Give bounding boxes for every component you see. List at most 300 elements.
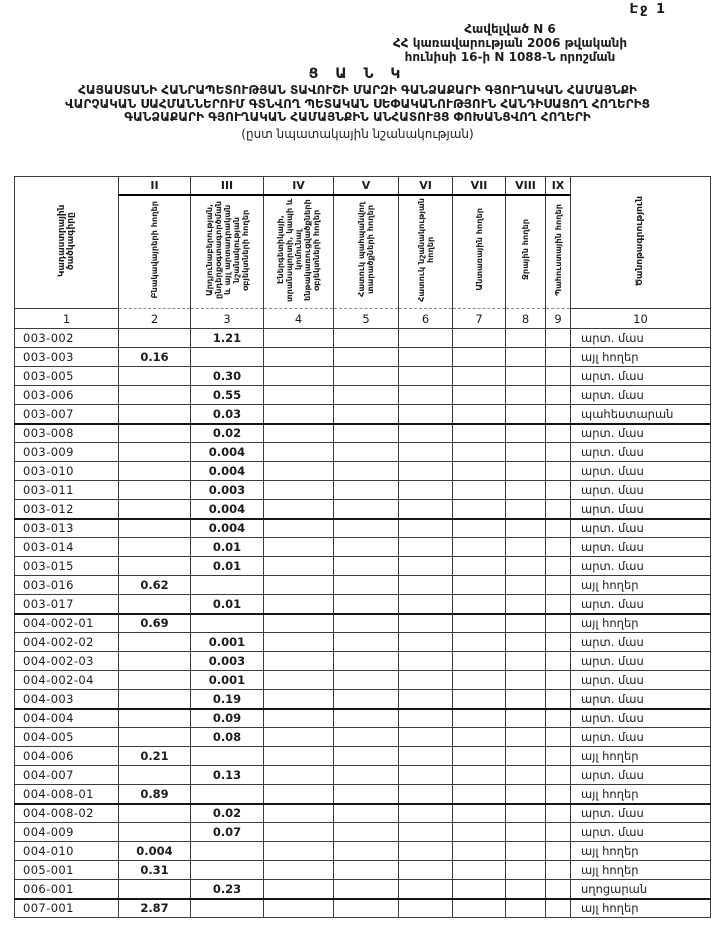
cell-area-value — [119, 424, 191, 443]
column-header-label: Բնակավայրերի հողեր — [149, 200, 159, 299]
cell-area-value — [334, 766, 399, 785]
cell-area-value — [264, 329, 334, 348]
cell-area-value — [546, 652, 571, 671]
cell-area-value: 0.89 — [119, 785, 191, 804]
cell-area-value — [506, 557, 546, 576]
column-header-label: Կադաստրային ծածկագիրը — [56, 204, 76, 278]
cell-area-value — [264, 519, 334, 538]
cell-area-value — [453, 842, 506, 861]
cell-area-value — [506, 538, 546, 557]
cell-area-value — [264, 671, 334, 690]
cell-area-value: 0.004 — [191, 519, 264, 538]
cell-area-value — [399, 861, 453, 880]
column-header-label: Հատուկ պահպանվող տարածքների հողեր — [356, 202, 375, 298]
cell-note: արտ. մաս — [571, 823, 711, 842]
cell-area-value — [334, 443, 399, 462]
roman-numeral: IX — [546, 177, 571, 195]
column-header-label: Անտառային հողեր — [473, 208, 484, 292]
cell-area-value — [546, 804, 571, 823]
cell-area-value — [334, 804, 399, 823]
column-number: 7 — [453, 309, 506, 329]
cell-area-value: 0.55 — [191, 386, 264, 405]
cell-area-value — [119, 519, 191, 538]
cell-area-value — [399, 576, 453, 595]
cell-cadastral-code: 003-007 — [15, 405, 119, 424]
table-row — [15, 329, 711, 348]
cell-cadastral-code: 004-005 — [15, 728, 119, 747]
cell-area-value — [264, 386, 334, 405]
cell-area-value: 0.30 — [191, 367, 264, 386]
cell-area-value — [334, 405, 399, 424]
cell-area-value — [334, 709, 399, 728]
cell-area-value — [191, 861, 264, 880]
cell-area-value — [399, 747, 453, 766]
table-row — [15, 671, 711, 690]
table-row — [15, 576, 711, 595]
cell-area-value — [453, 652, 506, 671]
cell-area-value: 0.62 — [119, 576, 191, 595]
column-header-settlement-lands — [119, 195, 191, 309]
cell-area-value — [546, 690, 571, 709]
cell-area-value: 2.87 — [119, 899, 191, 918]
cell-area-value — [453, 880, 506, 899]
table-row — [15, 386, 711, 405]
cell-cadastral-code: 004-010 — [15, 842, 119, 861]
cell-cadastral-code: 004-008-02 — [15, 804, 119, 823]
cell-area-value: 0.004 — [191, 462, 264, 481]
cell-area-value — [264, 595, 334, 614]
cell-note: արտ. մաս — [571, 424, 711, 443]
table-row — [15, 500, 711, 519]
roman-numeral: V — [334, 177, 399, 195]
cell-area-value: 0.08 — [191, 728, 264, 747]
cell-area-value — [119, 690, 191, 709]
cell-area-value: 0.13 — [191, 766, 264, 785]
cell-area-value — [264, 804, 334, 823]
cell-area-value — [399, 595, 453, 614]
cell-area-value — [453, 823, 506, 842]
cell-note: արտ. մաս — [571, 443, 711, 462]
cell-area-value — [119, 804, 191, 823]
cell-note: արտ. մաս — [571, 766, 711, 785]
cell-area-value — [264, 576, 334, 595]
cell-note: այլ հողեր — [571, 861, 711, 880]
cell-area-value — [334, 880, 399, 899]
cell-area-value — [506, 823, 546, 842]
cell-area-value — [119, 462, 191, 481]
cell-area-value: 0.21 — [119, 747, 191, 766]
cell-area-value — [119, 671, 191, 690]
cell-note: արտ. մաս — [571, 728, 711, 747]
cell-area-value — [264, 785, 334, 804]
cell-area-value — [453, 785, 506, 804]
cell-area-value — [119, 709, 191, 728]
cell-area-value — [334, 899, 399, 918]
cell-note: արտ. մաս — [571, 690, 711, 709]
cell-area-value — [506, 728, 546, 747]
cell-area-value — [453, 690, 506, 709]
cell-area-value: 0.01 — [191, 557, 264, 576]
column-header-industrial-lands — [191, 195, 264, 309]
table-row — [15, 481, 711, 500]
cell-note: արտ. մաս — [571, 671, 711, 690]
cell-note: այլ հողեր — [571, 747, 711, 766]
table-row — [15, 861, 711, 880]
cell-area-value — [264, 424, 334, 443]
cell-area-value: 0.004 — [119, 842, 191, 861]
appendix-line: ՀՀ կառավարության 2006 թվականի — [392, 36, 628, 50]
cell-area-value — [264, 880, 334, 899]
cell-area-value: 0.07 — [191, 823, 264, 842]
cell-note: պահեստարան — [571, 405, 711, 424]
cell-area-value — [506, 481, 546, 500]
cell-area-value — [119, 367, 191, 386]
cell-area-value — [334, 424, 399, 443]
cell-area-value — [399, 519, 453, 538]
roman-numeral: III — [191, 177, 264, 195]
column-header-special-purpose-lands — [399, 195, 453, 309]
table-row — [15, 690, 711, 709]
cell-area-value — [334, 747, 399, 766]
cell-area-value — [334, 728, 399, 747]
cell-area-value — [119, 538, 191, 557]
cell-area-value — [119, 766, 191, 785]
cell-area-value — [546, 614, 571, 633]
cell-area-value — [191, 614, 264, 633]
cell-area-value — [399, 557, 453, 576]
cell-note: այլ հողեր — [571, 576, 711, 595]
cell-note: այլ հողեր — [571, 348, 711, 367]
table-row — [15, 747, 711, 766]
cell-area-value — [399, 424, 453, 443]
cell-area-value — [453, 576, 506, 595]
cell-area-value: 0.31 — [119, 861, 191, 880]
cell-cadastral-code: 003-015 — [15, 557, 119, 576]
cell-note: արտ. մաս — [571, 633, 711, 652]
cell-cadastral-code: 003-003 — [15, 348, 119, 367]
cell-area-value — [119, 405, 191, 424]
cell-area-value — [546, 595, 571, 614]
cell-cadastral-code: 004-002-02 — [15, 633, 119, 652]
cell-area-value — [119, 386, 191, 405]
column-header-label: Ծանոթագրություն — [635, 195, 645, 287]
cell-area-value: 0.004 — [191, 443, 264, 462]
cell-area-value — [546, 405, 571, 424]
cell-area-value — [264, 348, 334, 367]
table-row — [15, 405, 711, 424]
cell-area-value — [453, 500, 506, 519]
cell-area-value — [453, 424, 506, 443]
cell-note: արտ. մաս — [571, 519, 711, 538]
column-header-protected-lands — [334, 195, 399, 309]
cell-area-value — [506, 348, 546, 367]
cell-area-value — [453, 443, 506, 462]
appendix-reference-block — [320, 22, 700, 64]
cell-area-value — [506, 424, 546, 443]
cell-cadastral-code: 003-013 — [15, 519, 119, 538]
cell-area-value — [453, 348, 506, 367]
cell-note: արտ. մաս — [571, 386, 711, 405]
column-header-note — [571, 177, 711, 309]
column-header-label: Էներգետիկայի, տրանսպորտի, կապի և կոմունալ ենթակառուցվածքների օբյեկտների հողեր — [275, 197, 321, 302]
cell-cadastral-code: 004-004 — [15, 709, 119, 728]
cell-note: արտ. մաս — [571, 367, 711, 386]
cell-area-value — [546, 842, 571, 861]
cell-area-value: 0.23 — [191, 880, 264, 899]
cell-cadastral-code: 003-012 — [15, 500, 119, 519]
cell-cadastral-code: 004-002-04 — [15, 671, 119, 690]
cell-area-value — [264, 557, 334, 576]
cell-area-value — [119, 652, 191, 671]
cell-area-value — [119, 633, 191, 652]
cell-area-value — [453, 766, 506, 785]
column-header-label: Արդյունաբերության, ընդերքօգտագործման և այլ արտադրական նշանակության օբյեկտների հողեր — [203, 200, 250, 299]
cell-area-value: 0.01 — [191, 595, 264, 614]
cell-area-value — [334, 595, 399, 614]
cell-area-value — [453, 861, 506, 880]
cell-note: արտ. մաս — [571, 500, 711, 519]
cell-cadastral-code: 004-008-01 — [15, 785, 119, 804]
cell-area-value — [453, 462, 506, 481]
cell-area-value — [334, 462, 399, 481]
column-header-infrastructure-lands — [264, 195, 334, 309]
cell-area-value — [506, 500, 546, 519]
cell-cadastral-code: 003-011 — [15, 481, 119, 500]
cell-area-value — [264, 405, 334, 424]
cell-area-value — [546, 443, 571, 462]
cell-area-value — [334, 576, 399, 595]
column-number: 10 — [571, 309, 711, 329]
cell-area-value — [453, 519, 506, 538]
cell-cadastral-code: 003-014 — [15, 538, 119, 557]
cell-area-value — [399, 785, 453, 804]
title-line: ԳԱՆՁԱՔԱՐԻ ԳՅՈՒՂԱԿԱՆ ՀԱՄԱՅՆՔԻՆ ԱՆՀԱՏՈՒՅՑ ՓՈԽԱՆՑՎՈՂ ՀՈՂԵՐԻ — [124, 110, 591, 124]
cell-area-value: 0.01 — [191, 538, 264, 557]
cell-area-value — [546, 823, 571, 842]
cell-note: արտ. մաս — [571, 481, 711, 500]
column-number-row — [15, 309, 711, 329]
table-row — [15, 595, 711, 614]
cell-area-value — [506, 519, 546, 538]
cell-area-value — [334, 652, 399, 671]
cell-area-value — [264, 481, 334, 500]
cell-area-value — [264, 709, 334, 728]
cell-area-value — [264, 367, 334, 386]
cell-area-value — [191, 576, 264, 595]
column-header-label: Ջրային հողեր — [520, 219, 530, 281]
cell-area-value — [399, 899, 453, 918]
cell-area-value — [506, 329, 546, 348]
cell-area-value — [453, 386, 506, 405]
cell-area-value — [399, 405, 453, 424]
cell-area-value — [546, 880, 571, 899]
cell-area-value: 0.004 — [191, 500, 264, 519]
cell-area-value — [119, 481, 191, 500]
cell-note: արտ. մաս — [571, 329, 711, 348]
roman-numeral: IV — [264, 177, 334, 195]
cell-area-value — [453, 747, 506, 766]
cell-note: այլ հողեր — [571, 899, 711, 918]
cell-area-value — [453, 405, 506, 424]
cell-area-value — [191, 348, 264, 367]
cell-area-value — [546, 633, 571, 652]
cell-area-value — [334, 842, 399, 861]
cell-area-value — [399, 348, 453, 367]
cell-area-value — [453, 709, 506, 728]
cell-area-value — [191, 899, 264, 918]
column-header-label: Պահուստային հողեր — [552, 203, 563, 296]
cell-cadastral-code: 003-006 — [15, 386, 119, 405]
cell-area-value — [506, 633, 546, 652]
cell-area-value — [506, 899, 546, 918]
cell-area-value — [119, 728, 191, 747]
table-row — [15, 614, 711, 633]
roman-numeral: II — [119, 177, 191, 195]
cell-area-value — [546, 538, 571, 557]
cell-area-value — [264, 747, 334, 766]
cell-area-value — [334, 367, 399, 386]
cell-area-value: 0.001 — [191, 671, 264, 690]
table-row — [15, 709, 711, 728]
cell-area-value — [399, 500, 453, 519]
cell-area-value: 0.16 — [119, 348, 191, 367]
cell-area-value — [506, 785, 546, 804]
cell-area-value: 0.02 — [191, 424, 264, 443]
cell-area-value — [334, 386, 399, 405]
column-header-cadastral-code — [15, 177, 119, 309]
cell-area-value — [119, 329, 191, 348]
roman-numeral-row — [15, 177, 711, 195]
cell-area-value — [546, 329, 571, 348]
cell-area-value — [191, 785, 264, 804]
cell-area-value — [191, 747, 264, 766]
table-row — [15, 538, 711, 557]
document-title: Ց Ա Ն Կ — [308, 66, 407, 82]
cell-area-value — [546, 899, 571, 918]
cell-note: արտ. մաս — [571, 595, 711, 614]
cell-area-value — [506, 690, 546, 709]
appendix-line: հունիսի 16-ի N 1088-Ն որոշման — [404, 50, 616, 64]
cell-area-value — [264, 652, 334, 671]
cell-area-value — [453, 728, 506, 747]
table-row — [15, 899, 711, 918]
cell-area-value — [264, 462, 334, 481]
cell-area-value — [399, 443, 453, 462]
cell-area-value — [546, 785, 571, 804]
cell-cadastral-code: 005-001 — [15, 861, 119, 880]
cell-area-value — [546, 348, 571, 367]
cell-area-value — [399, 538, 453, 557]
cell-area-value — [264, 500, 334, 519]
column-number: 2 — [119, 309, 191, 329]
cell-area-value: 1.21 — [191, 329, 264, 348]
cell-area-value — [453, 804, 506, 823]
cell-area-value: 0.001 — [191, 633, 264, 652]
cell-note: արտ. մաս — [571, 557, 711, 576]
cell-cadastral-code: 003-008 — [15, 424, 119, 443]
cell-area-value — [506, 652, 546, 671]
cell-area-value — [334, 481, 399, 500]
cell-area-value — [453, 899, 506, 918]
cell-cadastral-code: 006-001 — [15, 880, 119, 899]
cell-area-value — [264, 633, 334, 652]
cell-area-value — [506, 804, 546, 823]
cell-cadastral-code: 004-007 — [15, 766, 119, 785]
table-row — [15, 823, 711, 842]
cell-note: արտ. մաս — [571, 538, 711, 557]
cell-area-value — [334, 785, 399, 804]
roman-numeral: VII — [453, 177, 506, 195]
column-number: 3 — [191, 309, 264, 329]
cell-area-value — [119, 823, 191, 842]
cell-area-value — [546, 386, 571, 405]
cell-area-value — [506, 595, 546, 614]
cell-area-value — [453, 557, 506, 576]
cell-area-value — [506, 747, 546, 766]
title-line: ՀԱՅԱՍՏԱՆԻ ՀԱՆՐԱՊԵՏՈՒԹՅԱՆ ՏԱՎՈՒՇԻ ՄԱՐԶԻ ԳԱՆՁԱՔԱՐԻ ԳՅՈՒՂԱԿԱՆ ՀԱՄԱՅՆՔԻ — [78, 83, 637, 97]
cell-area-value — [264, 842, 334, 861]
cell-area-value — [119, 557, 191, 576]
title-line: ՎԱՐՉԱԿԱՆ ՍԱՀՄԱՆՆԵՐՈՒՄ ԳՏՆՎՈՂ ՊԵՏԱԿԱՆ ՍԵՓԱԿԱՆՈՒԹՅՈՒՆ ՀԱՆԴԻՍԱՑՈՂ ՀՈՂԵՐԻՑ — [65, 96, 650, 111]
cell-area-value — [119, 595, 191, 614]
cell-area-value — [264, 538, 334, 557]
cell-area-value — [264, 728, 334, 747]
table-row — [15, 633, 711, 652]
column-header-forest-lands — [453, 195, 506, 309]
cell-area-value — [546, 424, 571, 443]
cell-area-value — [399, 652, 453, 671]
cell-note: սղոցարան — [571, 880, 711, 899]
cell-area-value — [506, 462, 546, 481]
column-number: 5 — [334, 309, 399, 329]
cell-area-value — [119, 443, 191, 462]
cell-area-value — [453, 633, 506, 652]
table-row — [15, 652, 711, 671]
cell-area-value — [334, 329, 399, 348]
cell-cadastral-code: 004-002-01 — [15, 614, 119, 633]
cell-area-value — [399, 462, 453, 481]
cell-area-value — [334, 348, 399, 367]
cell-area-value: 0.02 — [191, 804, 264, 823]
cell-area-value — [546, 500, 571, 519]
cell-area-value — [399, 690, 453, 709]
table-row — [15, 462, 711, 481]
column-header-label: Հատուկ նշանակության հողեր — [415, 197, 435, 302]
cell-area-value — [399, 804, 453, 823]
cell-note: արտ. մաս — [571, 804, 711, 823]
cell-area-value: 0.19 — [191, 690, 264, 709]
table-row — [15, 766, 711, 785]
cell-area-value: 0.003 — [191, 481, 264, 500]
cell-area-value — [453, 671, 506, 690]
cell-area-value — [334, 538, 399, 557]
cell-area-value — [399, 728, 453, 747]
cell-area-value — [334, 861, 399, 880]
roman-numeral: VI — [399, 177, 453, 195]
cell-area-value — [264, 614, 334, 633]
cell-area-value — [506, 386, 546, 405]
cell-note: այլ հողեր — [571, 614, 711, 633]
title-subtitle: (ըստ նպատակային նշանակության) — [241, 126, 474, 141]
column-header-reserve-lands — [546, 195, 571, 309]
cell-area-value — [264, 861, 334, 880]
table-row — [15, 519, 711, 538]
cell-note: այլ հողեր — [571, 842, 711, 861]
cell-area-value — [506, 861, 546, 880]
cell-area-value — [506, 443, 546, 462]
cell-area-value — [506, 709, 546, 728]
cell-area-value — [119, 500, 191, 519]
